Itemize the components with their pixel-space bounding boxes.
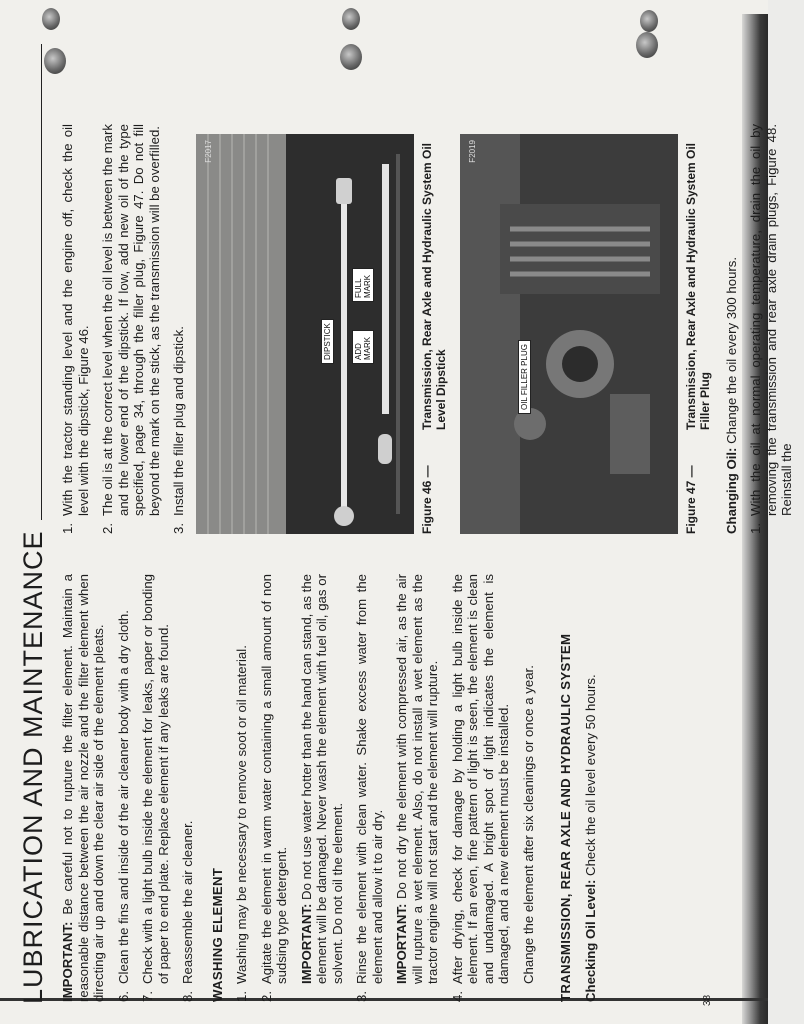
washing-step-4 <box>450 574 512 1002</box>
check-step-2 <box>100 124 162 534</box>
step-6 <box>116 574 132 1002</box>
important-label: IMPORTANT: <box>394 903 409 984</box>
step-text: Check with a light bulb inside the element for leaks, paper or bonding of paper to end plate. Replace element if any leaks are found. <box>140 574 171 984</box>
checking-oil-level <box>583 574 599 1002</box>
washing-step-3 <box>354 574 385 1002</box>
figure-46-code: F2017 <box>203 140 213 163</box>
important-text: Do not dry the element with compressed air, as the air will rupture a wet element. Also, do not install a wet element as the tractor engine will not start and the element will rupture. <box>394 573 440 984</box>
figure-47-photo <box>460 134 678 534</box>
step-number: 1. <box>60 523 75 534</box>
step-text: Rinse the element with clean water. Shake excess water from the element and allow it to air dry. <box>354 574 385 984</box>
changing-oil-label: Changing Oil: <box>723 447 739 534</box>
step-number: 7. <box>140 991 155 1002</box>
important-note-water <box>299 574 346 1002</box>
left-column <box>60 574 607 1002</box>
changing-oil-text: Change the oil every 300 hours. <box>723 256 739 444</box>
dipstick-callout: DIPSTICK <box>321 319 334 364</box>
important-note-dry <box>394 574 441 1002</box>
step-text: Agitate the element in warm water containing a small amount of non sudsing type detergent. <box>258 574 289 984</box>
page-title: LUBRICATION AND MAINTENANCE <box>18 530 48 1004</box>
figure-47-label: Figure 47 — <box>683 465 698 534</box>
figure-47-caption-text: Transmission, Rear Axle and Hydraulic System Oil Filler Plug <box>683 143 712 430</box>
step-text: Reassemble the air cleaner. <box>180 820 195 984</box>
step-number: 8. <box>180 991 195 1002</box>
step-text: The oil is at the correct level when the oil level is between the mark and the lower end of the dipstick. If low, add new oil of the type specified, page 34, through the filler plug, Figure 47. Do not fill beyond the mark on the stick, as the transmission will be overfilled. <box>100 124 162 516</box>
page-header <box>14 44 48 1004</box>
figure-47-code: F2019 <box>467 140 477 163</box>
transmission-heading: TRANSMISSION, REAR AXLE AND HYDRAULIC SYSTEM <box>558 633 573 1002</box>
important-note-nozzle <box>60 574 107 1002</box>
step-text: After drying, check for damage by holding a light bulb inside the element. If an even, fine pattern of light is seen, the element is clean and undamaged. A bright spot of light indicates the element is damaged, and a new element must be installed. <box>449 574 511 984</box>
full-mark-callout: FULL MARK <box>352 268 374 302</box>
step-number: 3. <box>354 991 369 1002</box>
figure-46-photo <box>196 134 414 534</box>
washing-step-1 <box>234 574 250 1002</box>
step-text: Clean the fins and inside of the air cleaner body with a dry cloth. <box>115 610 131 984</box>
change-step-1 <box>748 124 795 534</box>
figure-46-label: Figure 46 — <box>419 465 434 534</box>
step-number: 3. <box>171 523 186 534</box>
oil-filler-plug-callout: OIL FILLER PLUG <box>518 340 531 414</box>
step-number: 1. <box>234 991 249 1002</box>
step-7 <box>140 574 171 1002</box>
dipstick-photo-illustration <box>196 134 414 534</box>
title-rule <box>41 44 42 520</box>
important-label: IMPORTANT: <box>60 921 75 1002</box>
check-step-3 <box>171 124 187 534</box>
step-8 <box>180 574 196 1002</box>
step-text: Install the filler plug and dipstick. <box>171 326 186 516</box>
add-mark-callout: ADD MARK <box>352 330 374 364</box>
important-text: Be careful not to rupture the filter element. Maintain a reasonable distance between the air nozzle and the filter element when directing air up and down the clear air side of the element pleats. <box>60 574 106 1002</box>
washing-element-heading: WASHING ELEMENT <box>209 867 225 1002</box>
step-text: With the oil at normal operating temperature, drain the oil by removing the transmission and rear axle drain plugs, Figure 48. Reinstall the <box>748 124 794 516</box>
checking-oil-label: Checking Oil Level: <box>582 879 598 1002</box>
figure-47-caption <box>684 124 712 534</box>
washing-step-2 <box>259 574 290 1002</box>
check-step-1 <box>60 124 91 534</box>
step-text: Washing may be necessary to remove soot or oil material. <box>234 645 249 984</box>
step-number: 1. <box>748 523 763 534</box>
step-number: 2. <box>258 991 274 1002</box>
important-text: Do not use water hotter than the hand can stand, as the element will be damaged. Never wash the element with fuel oil, gas or solvent. Do not oil the element. <box>298 574 345 984</box>
important-label: IMPORTANT: <box>298 903 314 984</box>
step-text: With the tractor standing level and the engine off, check the oil level with the dipstick, Figure 46. <box>60 124 91 516</box>
figure-46-caption <box>420 124 448 534</box>
checking-oil-text: Check the oil level every 50 hours. <box>582 674 598 876</box>
changing-oil <box>724 124 740 534</box>
filler-plug-photo-illustration <box>460 134 678 534</box>
change-element-note: Change the element after six cleanings or once a year. <box>520 665 536 984</box>
figure-46-caption-text: Transmission, Rear Axle and Hydraulic System Oil Level Dipstick <box>419 143 448 430</box>
page-number: 38 <box>702 994 713 1006</box>
step-number: 2. <box>100 523 115 534</box>
step-number: 4. <box>449 991 465 1002</box>
right-column <box>60 124 804 534</box>
step-number: 6. <box>115 991 131 1002</box>
